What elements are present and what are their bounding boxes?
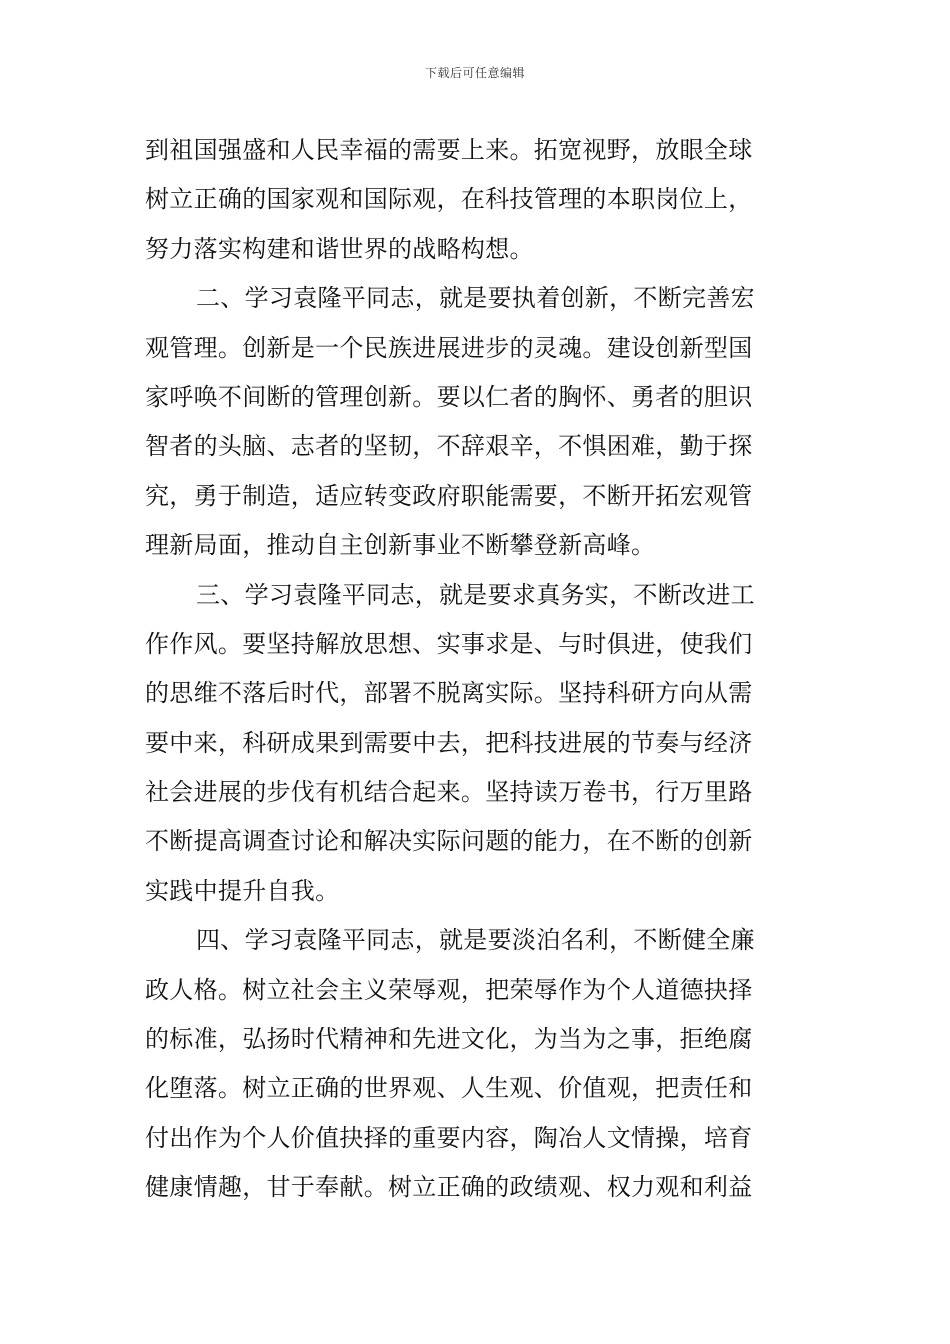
text-line: 努力落实构建和谐世界的战略构想。 bbox=[145, 234, 534, 263]
text-line: 到祖国强盛和人民幸福的需要上来。拓宽视野，放眼全球 bbox=[145, 136, 753, 164]
text-line: 要中来，科研成果到需要中去，把科技进展的节奏与经济 bbox=[145, 728, 753, 757]
text-line: 作作风。要坚持解放思想、实事求是、与时俱进，使我们 bbox=[145, 629, 753, 658]
paragraph-first-line: 二、学习袁隆平同志，就是要执着创新，不断完善宏 bbox=[196, 284, 755, 313]
paragraph-first-line: 四、学习袁隆平同志，就是要淡泊名利，不断健全廉 bbox=[196, 926, 755, 955]
text-line: 观管理。创新是一个民族进展进步的灵魂。建设创新型国 bbox=[145, 333, 753, 362]
body-text bbox=[145, 126, 810, 1213]
text-line: 政人格。树立社会主义荣辱观，把荣辱作为个人道德抉择 bbox=[145, 975, 753, 1004]
text-line: 化堕落。树立正确的世界观、人生观、价值观，把责任和 bbox=[145, 1074, 753, 1103]
text-line: 实践中提升自我。 bbox=[145, 876, 340, 905]
page-header: 下载后可任意编辑 bbox=[424, 66, 525, 80]
text-line: 究，勇于制造，适应转变政府职能需要，不断开拓宏观管 bbox=[145, 481, 753, 510]
text-line: 社会进展的步伐有机结合起来。坚持读万卷书，行万里路 bbox=[145, 778, 753, 807]
text-line: 的标准，弘扬时代精神和先进文化，为当为之事，拒绝腐 bbox=[145, 1025, 753, 1054]
text-line: 树立正确的国家观和国际观，在科技管理的本职岗位上， bbox=[145, 185, 753, 214]
text-line: 家呼唤不间断的管理创新。要以仁者的胸怀、勇者的胆识 bbox=[145, 382, 753, 411]
text-line: 智者的头脑、志者的坚韧，不辞艰辛，不惧困难，勤于探 bbox=[145, 432, 753, 461]
text-line: 的思维不落后时代，部署不脱离实际。坚持科研方向从需 bbox=[145, 679, 753, 708]
text-line: 健康情趣，甘于奉献。树立正确的政绩观、权力观和利益 bbox=[145, 1173, 753, 1202]
text-line: 理新局面，推动自主创新事业不断攀登新高峰。 bbox=[145, 531, 656, 560]
text-line: 不断提高调查讨论和解决实际问题的能力，在不断的创新 bbox=[145, 827, 753, 856]
text-line: 付出作为个人价值抉择的重要内容，陶冶人文情操，培育 bbox=[145, 1123, 753, 1152]
paragraph-first-line: 三、学习袁隆平同志，就是要求真务实，不断改进工 bbox=[196, 580, 755, 609]
